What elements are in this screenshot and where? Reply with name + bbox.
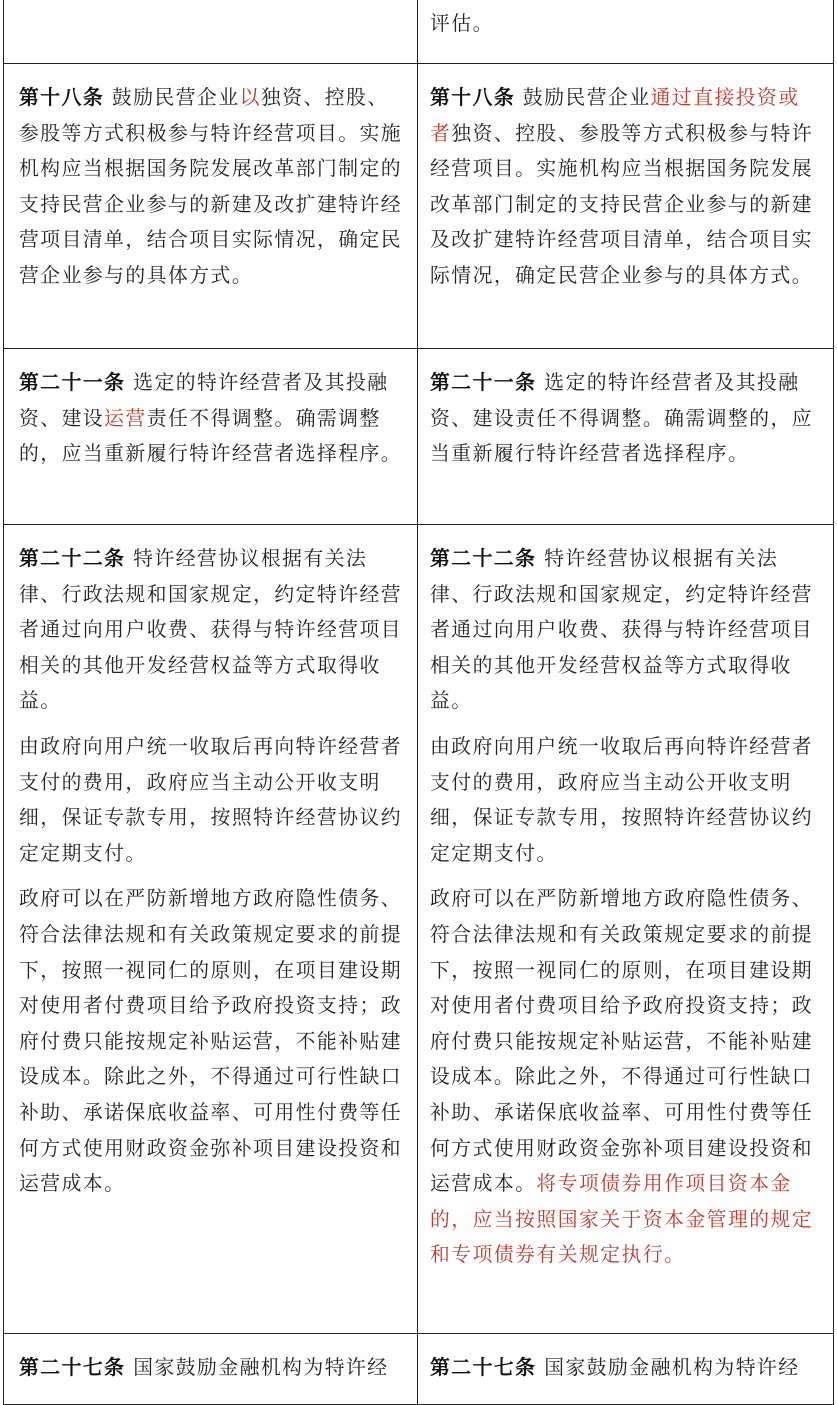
highlighted-change: 通过直接投资或者 — [430, 86, 800, 145]
article-paragraph: 由政府向用户统一收取后再向特许经营者支付的费用，政府应当主动公开收支明细，保证专款专用，按照特许经营协议约定定期支付。 — [19, 734, 403, 865]
article-paragraph: 政府可以在严防新增地方政府隐性债务、符合法律法规和有关政策规定要求的前提下，按照一视同仁的原则，在项目建设期对使用者付费项目给予政府投资支持；政府付费只能按规定补贴运营，不能补贴建设成本。除此之外，不得通过可行性缺口补助、承诺保底收益率、可用性付费等任何方式使用财政资金弥补项目建设投资和运营成本。 — [19, 887, 403, 1196]
table-row — [4, 1334, 834, 1405]
highlighted-change: 以 — [239, 86, 261, 109]
article-number: 第二十一条 — [430, 371, 537, 394]
new-text-cell — [418, 1334, 834, 1405]
article-paragraph — [430, 525, 819, 719]
article-text: 独资、控股、参股等方式积极参与特许经营项目。实施机构应当根据国务院发展改革部门制定的支持民营企业参与的新建及改扩建特许经营项目清单，结合项目实际情况，确定民营企业参与的具体方式。 — [19, 86, 403, 287]
article-paragraph: 由政府向用户统一收取后再向特许经营者支付的费用，政府应当主动公开收支明细，保证专款专用，按照特许经营协议约定定期支付。 — [430, 734, 814, 865]
new-text-cell — [418, 349, 834, 525]
new-text-cell — [418, 64, 834, 349]
article-text: 政府可以在严防新增地方政府隐性债务、符合法律法规和有关政策规定要求的前提下，按照一视同仁的原则，在项目建设期对使用者付费项目给予政府投资支持；政府付费只能按规定补贴运营，不能补贴建设成本。除此之外，不得通过可行性缺口补助、承诺保底收益率、可用性付费等任何方式使用财政资金弥补项目建设投资和运营成本。 — [430, 887, 814, 1196]
article-text: 独资、控股、参股等方式积极参与特许经营项目。实施机构应当根据国务院发展改革部门制定的支持民营企业参与的新建及改扩建特许经营项目清单，结合项目实际情况，确定民营企业参与的具体方式。 — [430, 121, 814, 287]
new-text-cell — [418, 0, 834, 64]
old-text-cell — [4, 64, 418, 349]
article-number: 第二十二条 — [430, 547, 537, 570]
table-row — [4, 0, 834, 64]
article-text: 特许经营协议根据有关法律、行政法规和国家规定，约定特许经营者通过向用户收费、获得与特许经营项目相关的其他开发经营权益等方式取得收益。 — [430, 547, 814, 713]
article-text: 责任不得调整。确需调整的，应当重新履行特许经营者选择程序。 — [19, 406, 403, 466]
article-number: 第二十一条 — [19, 371, 126, 394]
highlighted-change: 运营 — [104, 406, 147, 430]
article-text: 特许经营协议根据有关法律、行政法规和国家规定，约定特许经营者通过向用户收费、获得与特许经营项目相关的其他开发经营权益等方式取得收益。 — [19, 547, 403, 713]
article-paragraph — [19, 1334, 403, 1386]
old-text-cell — [4, 0, 418, 64]
comparison-table — [3, 0, 834, 1405]
article-number: 第十八条 — [430, 86, 516, 109]
article-number: 第二十七条 — [19, 1356, 126, 1379]
table-row — [4, 525, 834, 1334]
article-text: 选定的特许经营者及其投融资、建设责任不得调整。确需调整的，应当重新履行特许经营者选择程序。 — [430, 371, 814, 466]
article-text: 选定的特许经营者及其投融资、建设 — [19, 371, 389, 430]
article-number: 第十八条 — [19, 86, 105, 109]
article-text: 鼓励民营企业 — [104, 86, 240, 109]
highlighted-change: 将专项债券用作项目资本金的，应当按照国家关于资本金管理的规定和专项债券有关规定执行。 — [430, 1172, 814, 1267]
cell-text: 评估。 — [430, 12, 494, 35]
article-text: 国家鼓励金融机构为特许经 — [536, 1356, 800, 1379]
table-row — [4, 64, 834, 349]
article-text: 国家鼓励金融机构为特许经 — [125, 1356, 389, 1379]
article-paragraph — [19, 525, 403, 719]
old-text-cell — [4, 1334, 418, 1405]
table-row — [4, 349, 834, 525]
article-paragraph — [430, 64, 819, 294]
new-text-cell — [418, 525, 834, 1334]
article-paragraph — [430, 1334, 819, 1386]
article-number: 第二十七条 — [430, 1356, 537, 1379]
article-number: 第二十二条 — [19, 547, 126, 570]
article-paragraph — [19, 64, 403, 294]
old-text-cell — [4, 349, 418, 525]
article-paragraph — [430, 349, 819, 472]
article-text: 鼓励民营企业 — [515, 86, 651, 109]
article-paragraph — [19, 349, 403, 472]
old-text-cell — [4, 525, 418, 1334]
article-paragraph — [430, 881, 819, 1273]
